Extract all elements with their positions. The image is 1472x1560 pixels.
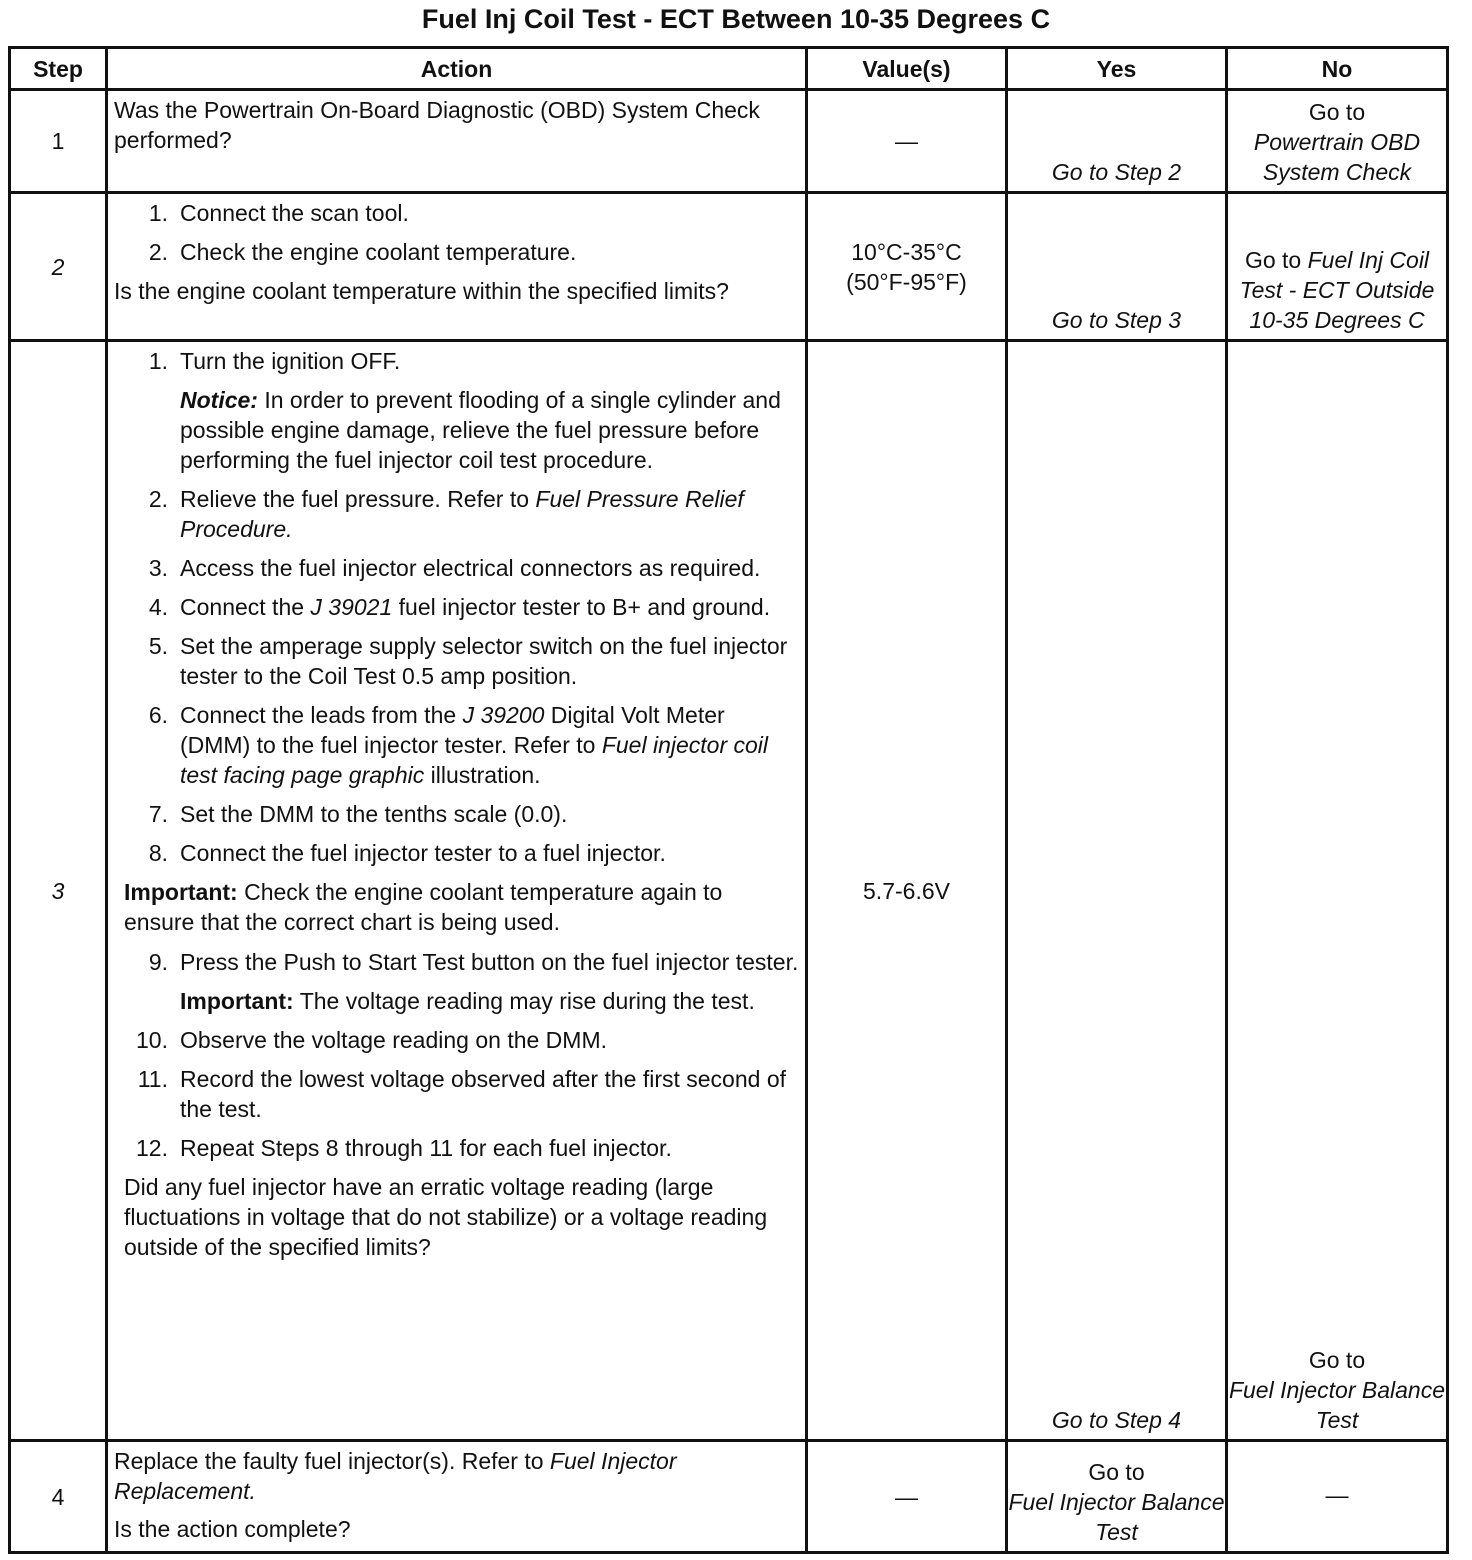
action-text: Replace the faulty fuel injector(s). Refer to Fuel Injector Replacement. bbox=[114, 1448, 677, 1504]
list-item: 2. Check the engine coolant temperature. bbox=[148, 239, 577, 265]
important-block bbox=[180, 986, 799, 1016]
header-values: Value(s) bbox=[807, 48, 1007, 90]
yes-prefix: Go to bbox=[1088, 1459, 1145, 1485]
yes-link[interactable]: Go to Step 4 bbox=[1007, 341, 1227, 1441]
value-cell bbox=[807, 193, 1007, 341]
list-item: 7. Set the DMM to the tenths scale (0.0). bbox=[148, 801, 568, 827]
list-item: 2. Relieve the fuel pressure. Refer to Fuel Pressure Relief Procedure. bbox=[148, 486, 744, 542]
reference-link[interactable]: Fuel Pressure Relief Procedure. bbox=[180, 486, 744, 542]
important-text: The voltage reading may rise during the test. bbox=[293, 988, 755, 1014]
notice-text: In order to prevent flooding of a single cylinder and possible engine damage, relieve the fuel pressure before performing the fuel injector coil test procedure. bbox=[180, 387, 781, 473]
important-block bbox=[114, 877, 799, 937]
list-item: 4. Connect the J 39021 fuel injector tester to B+ and ground. bbox=[148, 594, 771, 620]
action-cell bbox=[107, 193, 807, 341]
question-text: Was the Powertrain On-Board Diagnostic (OBD) System Check performed? bbox=[114, 97, 760, 153]
value-celsius: 10°C-35°C bbox=[851, 238, 962, 265]
no-prefix: Go to bbox=[1244, 247, 1302, 273]
tool-number: J 39200 bbox=[462, 702, 545, 728]
header-no: No bbox=[1227, 48, 1448, 90]
diagnostic-table bbox=[8, 46, 1449, 1554]
yes-link[interactable]: Go to Step 2 bbox=[1007, 90, 1227, 193]
action-cell bbox=[107, 1441, 807, 1553]
value-cell: 5.7-6.6V bbox=[807, 341, 1007, 1441]
notice-block bbox=[180, 385, 799, 475]
list-item: 5. Set the amperage supply selector switch on the fuel injector tester to the Coil Test 0.5 amp position. bbox=[148, 633, 788, 689]
header-action: Action bbox=[107, 48, 807, 90]
value-fahrenheit: (50°F-95°F) bbox=[846, 268, 967, 295]
question-text: Did any fuel injector have an erratic voltage reading (large fluctuations in voltage that do not stabilize) or a voltage reading outside of the specified limits? bbox=[124, 1174, 768, 1260]
question-text: Is the engine coolant temperature within the specified limits? bbox=[114, 278, 729, 304]
important-text: Check the engine coolant temperature again to ensure that the correct chart is being used. bbox=[124, 879, 723, 935]
list-item: 6. Connect the leads from the J 39200 Digital Volt Meter (DMM) to the fuel injector tester. Refer to Fuel injector coil test facing page graphic illustration. bbox=[148, 702, 769, 788]
list-item: 8. Connect the fuel injector tester to a fuel injector. bbox=[148, 840, 666, 866]
yes-link[interactable]: Go to Step 3 bbox=[1007, 193, 1227, 341]
tool-number: J 39021 bbox=[310, 594, 393, 620]
no-cell bbox=[1227, 341, 1448, 1441]
no-prefix: Go to bbox=[1308, 1347, 1366, 1373]
yes-cell bbox=[1007, 1441, 1227, 1553]
no-link[interactable]: Powertrain OBD System Check bbox=[1253, 129, 1421, 185]
table-row-step-2 bbox=[10, 193, 1448, 341]
step-number: 2 bbox=[10, 193, 107, 341]
notice-label: Notice: bbox=[180, 387, 258, 413]
list-item: 1. Turn the ignition OFF. bbox=[148, 348, 401, 374]
action-cell bbox=[107, 90, 807, 193]
no-cell: — bbox=[1227, 1441, 1448, 1553]
no-prefix: Go to bbox=[1308, 99, 1366, 125]
no-cell bbox=[1227, 90, 1448, 193]
step-number: 3 bbox=[10, 341, 107, 1441]
action-cell bbox=[107, 341, 807, 1441]
no-link[interactable]: Fuel Inj Coil Test - ECT Outside 10-35 Degrees C bbox=[1239, 247, 1435, 333]
no-link[interactable]: Fuel Injector Balance Test bbox=[1228, 1377, 1446, 1433]
header-yes: Yes bbox=[1007, 48, 1227, 90]
table-row-step-4 bbox=[10, 1441, 1448, 1553]
no-cell bbox=[1227, 193, 1448, 341]
reference-link[interactable]: Fuel injector coil test facing page graphic bbox=[180, 732, 769, 788]
yes-link[interactable]: Fuel Injector Balance Test bbox=[1008, 1489, 1225, 1545]
header-row bbox=[10, 48, 1448, 90]
step-number: 4 bbox=[10, 1441, 107, 1553]
value-cell: — bbox=[807, 90, 1007, 193]
table-row-step-1 bbox=[10, 90, 1448, 193]
important-label: Important: bbox=[124, 879, 238, 905]
list-item: 12. Repeat Steps 8 through 11 for each fuel injector. bbox=[136, 1135, 672, 1161]
question-text: Is the action complete? bbox=[114, 1516, 351, 1542]
page-title: Fuel Inj Coil Test - ECT Between 10-35 Degrees C bbox=[421, 4, 1051, 34]
list-item: 11. Record the lowest voltage observed after the first second of the test. bbox=[137, 1066, 786, 1122]
list-item: 3. Access the fuel injector electrical connectors as required. bbox=[148, 555, 761, 581]
reference-link[interactable]: Fuel Injector Replacement. bbox=[114, 1448, 677, 1504]
step-number: 1 bbox=[10, 90, 107, 193]
list-item: 10. Observe the voltage reading on the DMM. bbox=[136, 1027, 608, 1053]
important-label: Important: bbox=[180, 988, 294, 1014]
header-step: Step bbox=[10, 48, 107, 90]
value-cell: — bbox=[807, 1441, 1007, 1553]
list-item: 1. Connect the scan tool. bbox=[148, 200, 409, 226]
list-item: 9. Press the Push to Start Test button on the fuel injector tester. bbox=[148, 949, 799, 975]
table-row-step-3 bbox=[10, 341, 1448, 1441]
